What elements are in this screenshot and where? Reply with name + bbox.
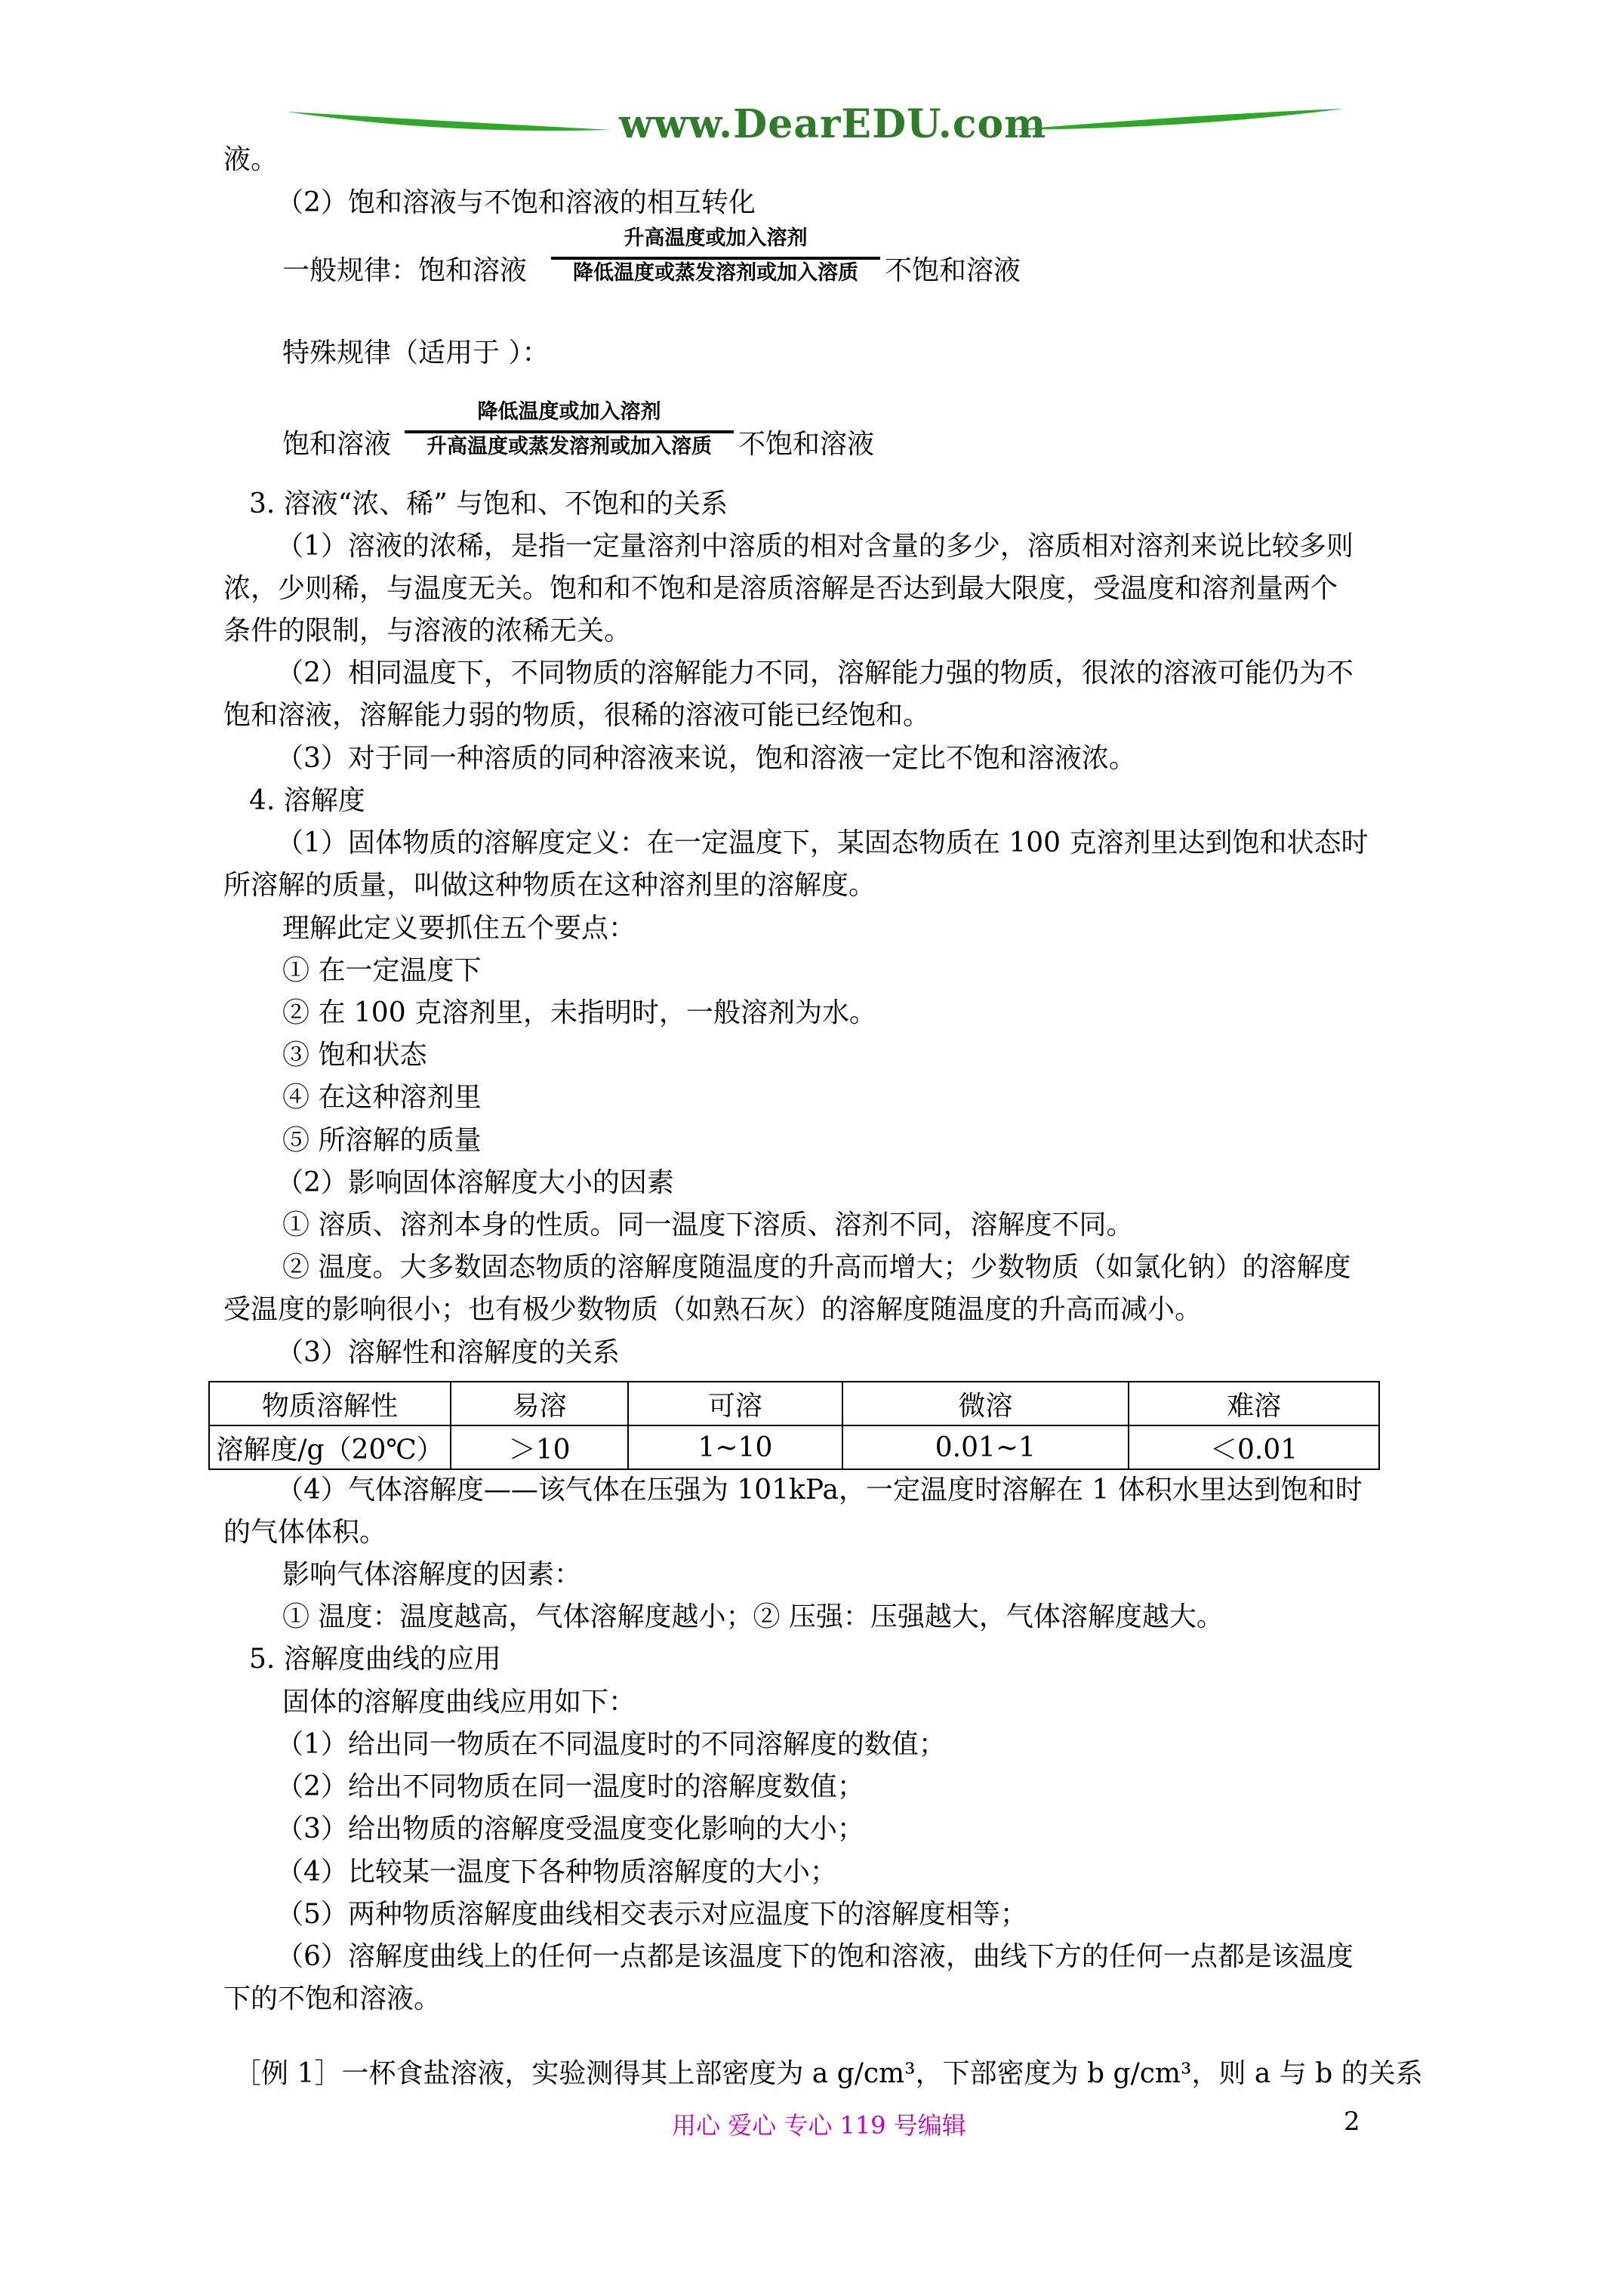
table-cell: ＞10 — [451, 1425, 628, 1469]
text-line: 固体的溶解度曲线应用如下： — [282, 1687, 636, 1718]
text-line: ① 温度：温度越高，气体溶解度越小；② 压强：压强越大，气体溶解度越大。 — [282, 1601, 1224, 1632]
text-line: （1）溶液的浓稀，是指一定量溶剂中溶质的相对含量的多少，溶质相对溶剂来说比较多则 — [276, 531, 1354, 562]
text-line: （2）影响固体溶解度大小的因素 — [276, 1167, 674, 1198]
text-line: 理解此定义要抓住五个要点： — [282, 913, 636, 944]
section-heading: 5. 溶解度曲线的应用 — [249, 1644, 501, 1675]
text-line: （2）相同温度下，不同物质的溶解能力不同，溶解能力强的物质，很浓的溶液可能仍为不 — [276, 658, 1354, 689]
table-cell: 1~10 — [628, 1425, 842, 1469]
table-cell: 物质溶解性 — [209, 1382, 451, 1425]
text-line: 下的不饱和溶液。 — [223, 1983, 442, 2014]
text-line: 影响气体溶解度的因素： — [282, 1559, 582, 1590]
rule1-arrow-bottom: 降低温度或蒸发溶剂或加入溶质 — [573, 261, 858, 285]
rule2-arrow — [405, 400, 734, 468]
table-row — [209, 1425, 1379, 1469]
section-heading: 3. 溶液“浓、稀” 与饱和、不饱和的关系 — [249, 488, 728, 519]
table-cell: ＜0.01 — [1129, 1425, 1379, 1469]
table-cell: 难溶 — [1129, 1382, 1379, 1425]
text-line: （1）固体物质的溶解度定义：在一定温度下，某固态物质在 100 克溶剂里达到饱和状态时 — [276, 827, 1369, 858]
list-item: ② 在 100 克溶剂里，未指明时，一般溶剂为水。 — [282, 997, 877, 1028]
text-line: （3）溶解性和溶解度的关系 — [276, 1337, 620, 1368]
solubility-table — [208, 1381, 1380, 1470]
page-number: 2 — [1344, 2106, 1360, 2137]
list-item: （1）给出同一物质在不同温度时的不同溶解度的数值； — [276, 1729, 946, 1760]
rule2-arrow-bottom: 升高温度或蒸发溶剂或加入溶质 — [427, 435, 712, 458]
rule2-prefix: 饱和溶液 — [282, 429, 392, 460]
list-item: ① 在一定温度下 — [282, 955, 482, 986]
site-logo-text: www.DearEDU.com — [619, 101, 1047, 147]
rule2-label: 特殊规律（适用于 ）： — [282, 337, 550, 368]
table-cell: 微溶 — [842, 1382, 1129, 1425]
example-text: ［例 1］一杯食盐溶液，实验测得其上部密度为 a g/cm³，下部密度为 b g/cm³，则 a 与 b 的关系 — [234, 2058, 1423, 2089]
list-item: （2）给出不同物质在同一温度时的溶解度数值； — [276, 1771, 864, 1802]
text-line: （3）对于同一种溶质的同种溶液来说，饱和溶液一定比不饱和溶液浓。 — [276, 743, 1136, 774]
text-line: 条件的限制，与溶液的浓稀无关。 — [223, 615, 632, 646]
text-line: 的气体体积。 — [223, 1517, 387, 1548]
list-item: （5）两种物质溶解度曲线相交表示对应温度下的溶解度相等； — [276, 1899, 1027, 1930]
text-line: 液。 — [223, 144, 279, 175]
list-item: ③ 饱和状态 — [282, 1040, 427, 1071]
rule2-suffix: 不饱和溶液 — [738, 429, 875, 460]
rule1-prefix: 一般规律：饱和溶液 — [282, 255, 528, 286]
text-line: （2）饱和溶液与不饱和溶液的相互转化 — [276, 187, 756, 218]
rule1-arrow — [551, 227, 880, 294]
text-line: 所溶解的质量，叫做这种物质在这种溶剂里的溶解度。 — [223, 870, 876, 901]
list-item: （4）比较某一温度下各种物质溶解度的大小； — [276, 1857, 837, 1888]
list-item: ④ 在这种溶剂里 — [282, 1082, 482, 1113]
table-row — [209, 1382, 1379, 1425]
list-item: ② 温度。大多数固态物质的溶解度随温度的升高而增大；少数物质（如氯化钠）的溶解度 — [282, 1252, 1351, 1283]
arrow-bar — [551, 257, 880, 260]
rule2-arrow-top: 降低温度或加入溶剂 — [477, 400, 661, 424]
rule1-arrow-top: 升高温度或加入溶剂 — [624, 227, 808, 250]
list-item: ① 溶质、溶剂本身的性质。同一温度下溶质、溶剂不同，溶解度不同。 — [282, 1210, 1134, 1240]
table-cell: 0.01~1 — [842, 1425, 1129, 1469]
text-line: 饱和溶液，溶解能力弱的物质，很稀的溶液可能已经饱和。 — [223, 700, 931, 731]
arrow-bar — [405, 430, 734, 433]
site-header — [287, 98, 1344, 151]
footer-text: 用心 爱心 专心 119 号编辑 — [672, 2111, 966, 2140]
page-footer — [0, 2106, 1623, 2144]
rule1-suffix: 不饱和溶液 — [885, 255, 1021, 286]
list-item: ⑤ 所溶解的质量 — [282, 1125, 482, 1156]
text-line: 浓，少则稀，与温度无关。饱和和不饱和是溶质溶解是否达到最大限度，受温度和溶剂量两个 — [223, 573, 1338, 604]
text-line: 受温度的影响很小；也有极少数物质（如熟石灰）的溶解度随温度的升高而减小。 — [223, 1294, 1203, 1325]
table-cell: 易溶 — [451, 1382, 628, 1425]
list-item: （3）给出物质的溶解度受温度变化影响的大小； — [276, 1814, 864, 1845]
table-cell: 溶解度/g（20℃） — [209, 1425, 451, 1469]
section-heading: 4. 溶解度 — [249, 785, 365, 816]
table-cell: 可溶 — [628, 1382, 842, 1425]
list-item: （6）溶解度曲线上的任何一点都是该温度下的饱和溶液，曲线下方的任何一点都是该温度 — [276, 1941, 1354, 1972]
text-line: （4）气体溶解度——该气体在压强为 101kPa，一定温度时溶解在 1 体积水里达到饱和时 — [276, 1475, 1363, 1505]
